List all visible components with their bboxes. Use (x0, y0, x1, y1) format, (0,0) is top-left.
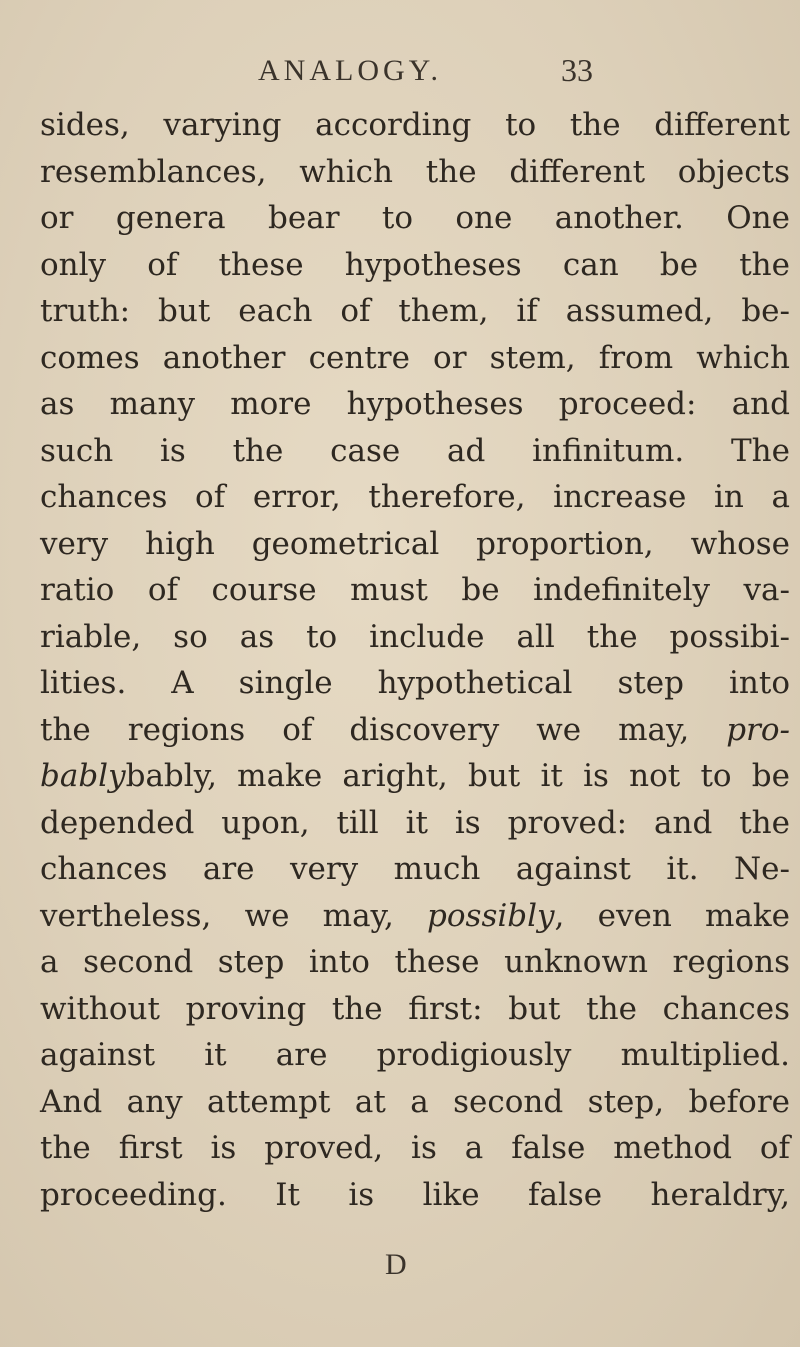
line-text: , even make (554, 897, 790, 934)
text-line: riable, so as to include all the possibi- (40, 618, 790, 655)
italic-word: bably (40, 758, 126, 794)
text-line: without proving the first: but the chances (40, 990, 790, 1027)
text-line: ratio of course must be indefinitely va- (40, 572, 790, 608)
line-text: the regions of discovery we may, (40, 711, 727, 748)
text-line: only of these hypotheses can be the (40, 246, 790, 283)
text-line: the first is proved, is a false method of (40, 1130, 790, 1166)
page-number: 33 (561, 52, 593, 88)
italic-word: pro- (726, 711, 790, 748)
line-text: bably, make aright, but it is not to be (125, 758, 790, 794)
signature-mark: D (385, 1248, 407, 1281)
text-line: chances are very much against it. Ne- (40, 851, 790, 887)
text-line: or genera bear to one another. One (40, 200, 790, 236)
text-line: depended upon, till it is proved: and the (40, 804, 790, 841)
text-line: chances of error, therefore, increase in a (40, 479, 790, 515)
text-line: resemblances, which the different objects (40, 153, 790, 190)
text-line: very high geometrical proportion, whose (40, 525, 790, 562)
text-line-with-italic (40, 707, 790, 754)
text-line: And any attempt at a second step, before (40, 1083, 790, 1120)
text-line: lities. A single hypothetical step into (40, 665, 790, 701)
italic-word: possibly (427, 897, 555, 934)
body-text (40, 102, 790, 1218)
line-text: vertheless, we may, (40, 897, 428, 934)
text-line: a second step into these unknown regions (40, 944, 790, 980)
running-head (0, 46, 800, 96)
text-line: as many more hypotheses proceed: and (40, 386, 790, 422)
text-line: truth: but each of them, if assumed, be- (40, 293, 790, 329)
text-line-with-italic (40, 893, 790, 940)
text-line: comes another centre or stem, from which (40, 339, 790, 376)
text-line: sides, varying according to the different (40, 107, 790, 143)
text-line: against it are prodigiously multiplied. (40, 1037, 790, 1073)
text-line: such is the case ad infinitum. The (40, 432, 790, 469)
text-line: proceeding. It is like false heraldry, (40, 1176, 790, 1213)
text-line-with-italic (40, 753, 790, 800)
running-title: ANALOGY. (258, 54, 442, 87)
